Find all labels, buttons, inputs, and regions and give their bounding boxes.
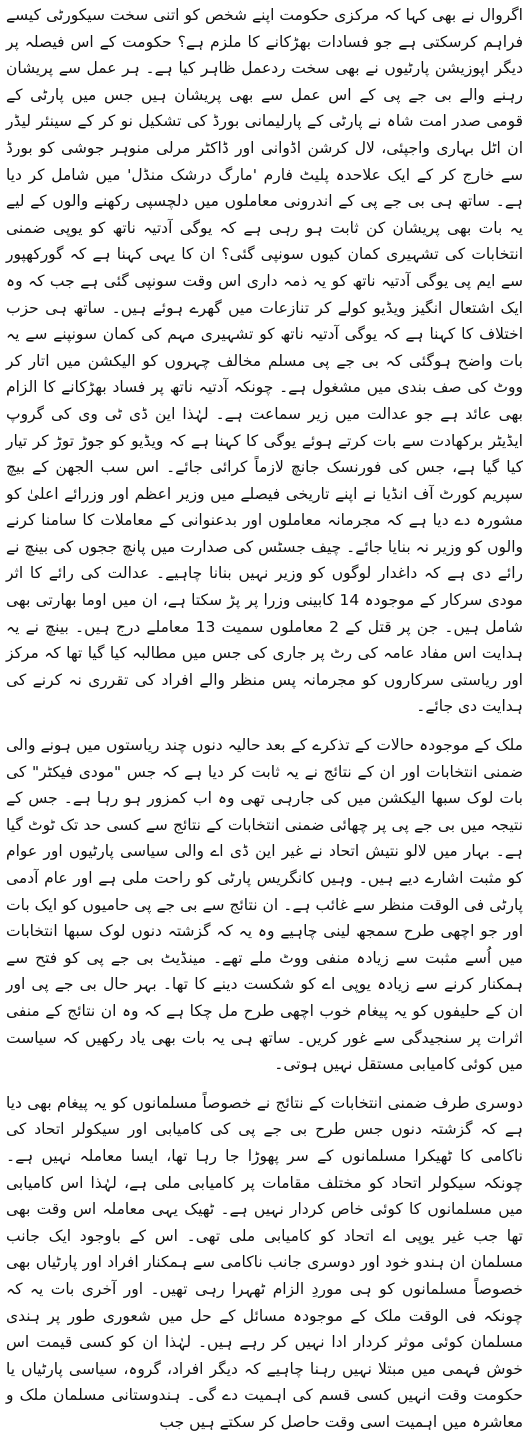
- article-paragraph: دوسری طرف ضمنی انتخابات کے نتائج نے خصوصاً مسلمانوں کو یہ پیغام بھی دیا ہے کہ گزشتہ دنوں جس طرح بی جے پی کی کامیابی اور سیکولر اتحاد کی ناکامی کا ٹھیکرا مسلمانوں کے سر پھوڑا جا رہا تھا، ایسا معاملہ نہیں ہے۔ چونکہ سیکولر اتحاد کو مختلف مقامات پر کامیابی ملی ہے، لہٰذا اس کامیابی میں مسلمانوں کا کوئی خاص کردار نہیں ہے۔ ٹھیک یہی معاملہ اس وقت بھی تھا جب غیر یوپی اے اتحاد کو کامیابی ملی تھی۔ اس کے باوجود ایک جانب مسلمان ان ہندو خود اور دوسری جانب ناکامی سے ہمکنار افراد اور پارٹیاں بھی خصوصاً مسلمانوں کو ہی موردِ الزام ٹھہرا رہی تھیں۔ اور آخری بات یہ کہ چونکہ فی الوقت ملک کے موجودہ مسائل کے حل میں شعوری طور پر ہندی مسلمان کوئی موثر کردار ادا نہیں کر رہے ہیں۔ لہٰذا ان کو کسی قیمت اس خوش فہمی میں مبتلا نہیں رہنا چاہیے کہ دیگر افراد، گروہ، سیاسی پارٹیاں یا حکومت وقت انہیں کسی قسم کی اہمیت دے گی۔ ہندوستانی مسلمان ملک و معاشرہ میں اہمیت اسی وقت حاصل کر سکتے ہیں جب: [6, 1093, 523, 1431]
- article-paragraph: اگروال نے بھی کہا کہ مرکزی حکومت اپنے شخص کو اتنی سخت سیکورٹی کیسے فراہم کرسکتی ہے جو فسادات بھڑکانے کا ملزم ہے؟ حکومت کے اس فیصلہ پر دیگر اپوزیشن پارٹیوں نے بھی سخت ردعمل ظاہر کیا ہے۔ ہر عمل سے پریشان رہنے والے بی جے پی کے اس عمل سے بھی پریشان ہیں جس میں پارٹی کے قومی صدر امت شاہ نے پارٹی کے پارلیمانی بورڈ کی تشکیل نو کر کے سینئر لیڈر ان اٹل بہاری واجپئی، لال کرشن اڈوانی اور ڈاکٹر مرلی منوہر جوشی کو بورڈ سے خارج کر کے ایک علاحدہ پلیٹ فارم 'مارگ درشک منڈل' میں شامل کر دیا ہے۔ ساتھ ہی بی جے پی کے اندرونی معاملوں میں دلچسپی رکھنے والوں کے لیے یہ بات بھی پریشان کن ثابت ہو رہی ہے کہ یوگی آدتیہ ناتھ کو یوپی ضمنی انتخابات کی تشہیری کمان کیوں سونپی گئی؟ ان کا یہی کہنا ہے کہ گورکھپور سے ایم پی یوگی آدتیہ ناتھ کو یہ ذمہ داری اس وقت سونپی گئی ہے جب کہ وہ ایک اشتعال انگیز ویڈیو کولے کر تنازعات میں گھرے ہوئے ہیں۔ ساتھ ہی حزب اختلاف کا کہنا ہے کہ یوگی آدتیہ ناتھ کو تشہیری مہم کی کمان سونپنے سے یہ بات واضح ہوگئی کہ بی جے پی مسلم مخالف چہروں کو الیکشن میں اتار کر ووٹ کی صف بندی میں مشغول ہے۔ چونکہ آدتیہ ناتھ پر فساد بھڑکانے کا الزام بھی عائد ہے جو عدالت میں زیر سماعت ہے۔ لہٰذا این ڈی ٹی وی کی گروپ ایڈیٹر برکھادت سے بات کرتے ہوئے یوگی کا کہنا ہے کہ ویڈیو کو جوڑ توڑ کر تیار کیا گیا ہے، جس کی فورنسک جانچ لازماً کرائی جائے۔ اس سب الجھن کے بیچ سپریم کورٹ آف انڈیا نے اپنے تاریخی فیصلے میں وزیر اعظم اور وزرائے اعلیٰ کو مشورہ دے دیا ہے کہ مجرمانہ معاملوں اور بدعنوانی کے معاملات کا سامنا کرنے والوں کو وزیر نہ بنایا جائے۔ چیف جسٹس کی صدارت میں پانچ ججوں کی بینچ نے رائے دی ہے کہ داغدار لوگوں کو وزیر نہیں بنانا چاہیے۔ عدالت کی رائے کا اثر مودی سرکار کے موجودہ 14 کابینی وزرا پر پڑ سکتا ہے، ان میں اوما بھارتی بھی شامل ہیں۔ جن پر قتل کے 2 معاملوں سمیت 13 معاملے درج ہیں۔ بینچ نے یہ ہدایت اس مفاد عامہ کی رٹ پر جاری کی جس میں مطالبہ کیا گیا تھا کہ مرکز اور ریاستی سرکاروں کو مجرمانہ پس منظر والے افراد کی تقرری نہ کرنے کی ہدایت دی جائے۔: [6, 6, 523, 716]
- article-paragraph: ملک کے موجودہ حالات کے تذکرے کے بعد حالیہ دنوں چند ریاستوں میں ہونے والی ضمنی انتخابات اور ان کے نتائج نے یہ ثابت کر دیا ہے کہ جس "مودی فیکٹر" کی بات لوک سبھا الیکشن میں کی جارہی تھی وہ اب کمزور ہو رہا ہے۔ جس کے نتیجہ میں بی جے پی پر چھائی ضمنی انتخابات کے نتائج سے کسی حد تک ٹوٹ گیا ہے۔ بہار میں لالو نتیش اتحاد نے غیر این ڈی اے والی سیاسی پارٹیوں اور عوام کو مثبت اشارے دیے ہیں۔ وہیں کانگریس پارٹی کو راحت ملی ہے اور عام آدمی پارٹی فی الوقت منظر سے غائب ہے۔ ان نتائج سے بی جے پی حامیوں کو ایک بات اور جو اچھی طرح سمجھ لینی چاہیے وہ یہ کہ گزشتہ دنوں لوک سبھا انتخابات میں اُسے مثبت سے زیادہ منفی ووٹ ملے تھے۔ مینڈیٹ بی جے پی کو فتح سے ہمکنار کرنے سے زیادہ یوپی اے کو شکست دینے کا تھا۔ بہر حال بی جے پی اور ان کے حلیفوں کو یہ پیغام خوب اچھی طرح مل چکا ہے کہ وہ ان نتائج کے منفی اثرات پر سنجیدگی سے غور کریں۔ ساتھ ہی یہ بات بھی یاد رکھیں کہ سیاست میں کوئی کامیابی مستقل نہیں ہوتی۔: [6, 736, 523, 1074]
